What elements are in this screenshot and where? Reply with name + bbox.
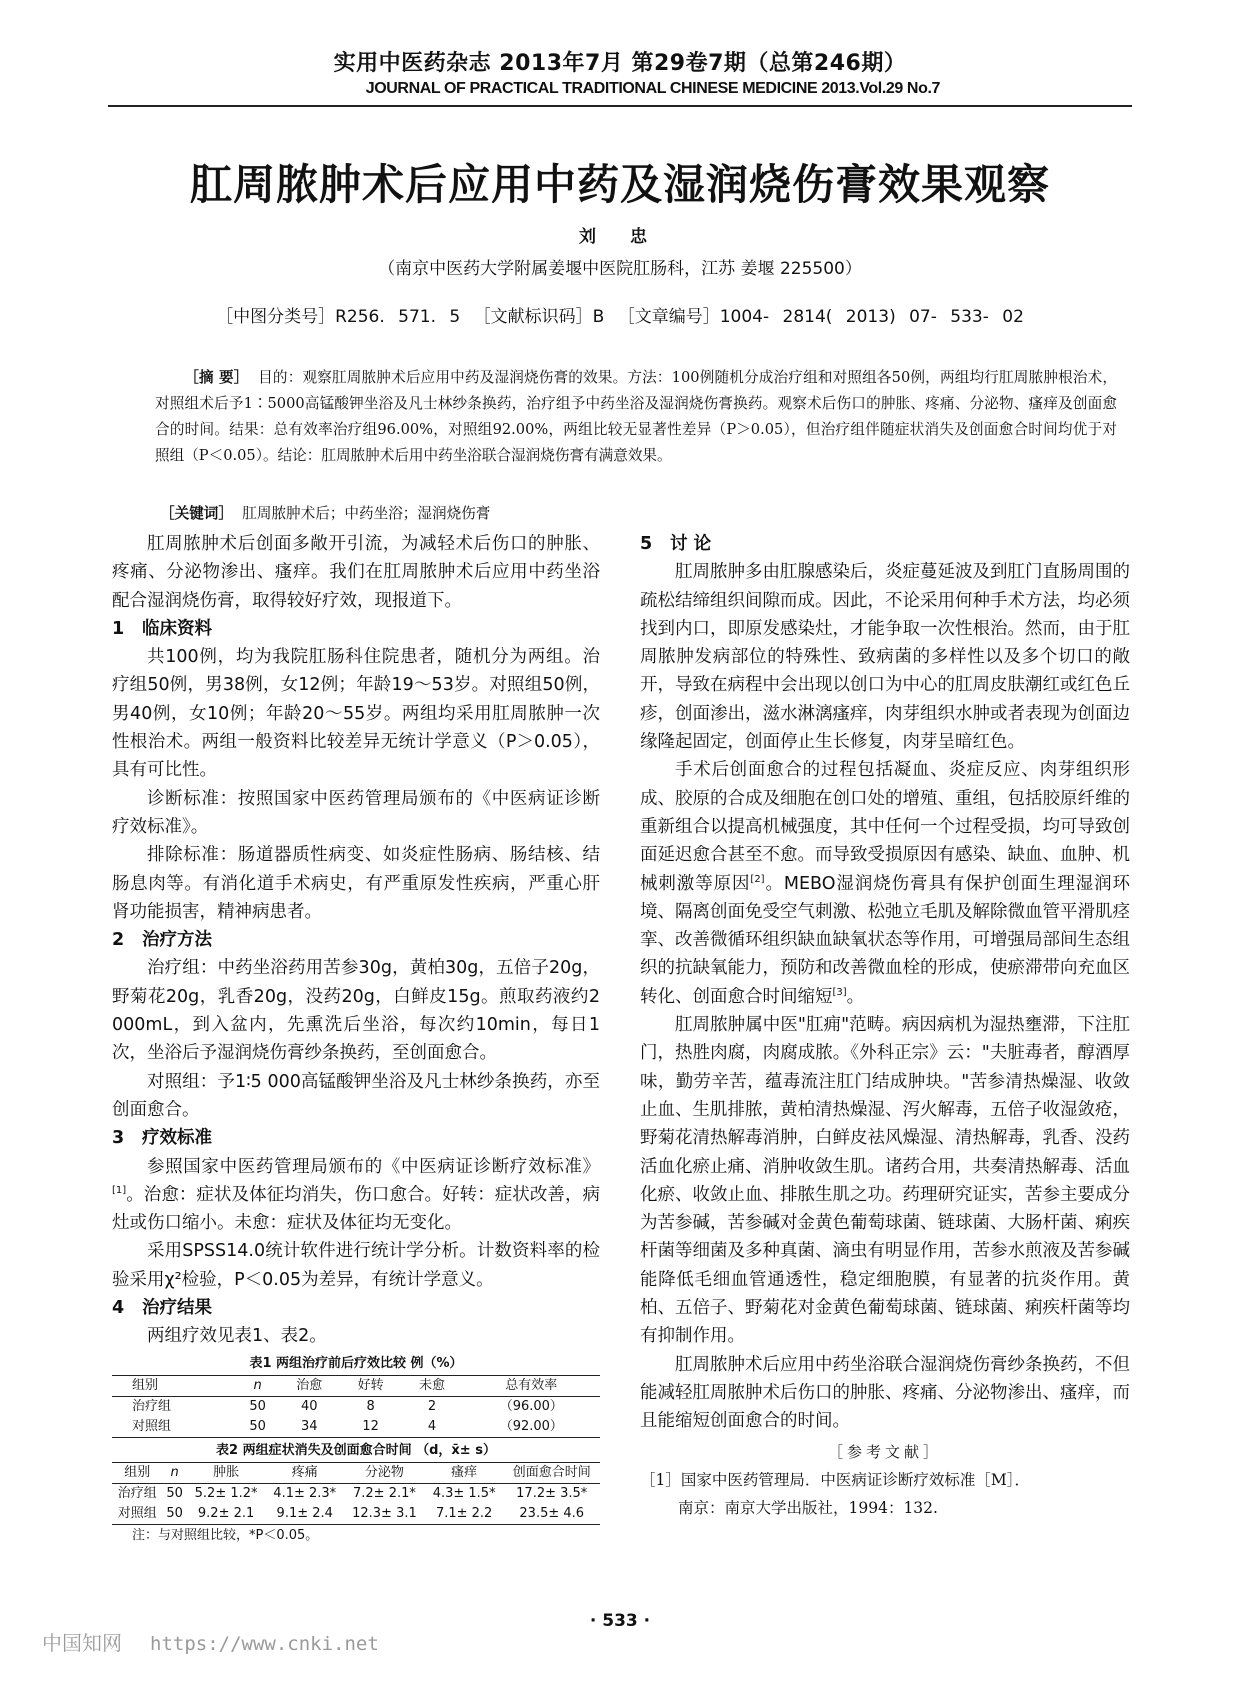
- keywords-label: ［关键词］: [160, 505, 233, 522]
- column-header: 未愈: [401, 1375, 462, 1396]
- journal-header-cn: 实用中医药杂志 2013年7月 第29卷7期（总第246期）: [333, 51, 907, 76]
- table-cell: 34: [279, 1417, 340, 1438]
- section-heading-2: [112, 926, 600, 954]
- table-cell: 治疗组: [132, 1398, 172, 1414]
- table2-note: 注：与对照组比较，*P＜0.05。: [132, 1527, 319, 1543]
- paragraph: 肛周脓肿术后应用中药坐浴联合湿润烧伤膏纱条换药，不但能减轻肛周脓肿术后伤口的肿胀、疼痛、分泌物渗出、瘙痒，而且能缩短创面愈合的时间。: [640, 1354, 1130, 1432]
- reference-line: ［1］国家中医药管理局．中医病证诊断疗效标准［M］．: [640, 1470, 1030, 1489]
- table-row: [112, 1504, 600, 1525]
- citation-ref: [3]: [832, 986, 847, 998]
- table2: [112, 1462, 600, 1525]
- column-header: n: [237, 1375, 279, 1396]
- text-run: 。: [846, 986, 865, 1007]
- column-header: 好转: [340, 1375, 401, 1396]
- table-cell: 12.3± 3.1: [344, 1504, 425, 1525]
- column-header: 分泌物: [344, 1462, 425, 1483]
- reference-line: 南京：南京大学出版社，1994：132.: [678, 1498, 938, 1517]
- section-title: 讨 论: [670, 534, 712, 554]
- header-rule: [108, 105, 1132, 107]
- paragraph: 对照组：予1∶5 000高锰酸钾坐浴及凡士林纱条换药，亦至创面愈合。: [112, 1071, 600, 1120]
- paragraph: [112, 1153, 600, 1238]
- section-title: 疗效标准: [142, 1128, 212, 1149]
- table-header-row: [112, 1375, 600, 1396]
- column-header: 创面愈合时间: [503, 1462, 600, 1483]
- left-column: [112, 530, 600, 1547]
- reference-item: [640, 1466, 1130, 1522]
- section-number: 1: [112, 618, 125, 639]
- paragraph: 采用SPSS14.0统计软件进行统计学分析。计数资料率的检验采用χ²检验，P＜0.05为差异，有统计学意义。: [112, 1241, 600, 1290]
- keywords: [160, 502, 660, 523]
- section-heading-1: [112, 615, 600, 643]
- column-header: 组别: [112, 1375, 237, 1396]
- column-header: 总有效率: [463, 1375, 600, 1396]
- section-number: 3: [112, 1128, 125, 1149]
- paragraph: 诊断标准：按照国家中医药管理局颁布的《中医病证诊断疗效标准》。: [112, 788, 600, 837]
- table-cell: 17.2± 3.5*: [516, 1485, 588, 1501]
- section-title: 治疗方法: [142, 930, 212, 951]
- abstract-text: 目的：观察肛周脓肿术后应用中药及湿润烧伤膏的效果。方法：100例随机分成治疗组和对照组各50例，两组均行肛周脓肿根治术，对照组术后予1∶5000高锰酸钾坐浴及凡士林纱条换药，治疗组予中药坐浴及湿润烧伤膏换药。观察术后伤口的肿胀、疼痛、分泌物、瘙痒及创面愈合的时间。结果：总有效率治疗组96.00%，对照组92.00%，两组比较无显著性差异（P＞0.05），但治疗组伴随症状消失及创面愈合时间均优于对照组（P＜0.05）。结论：肛周脓肿术后用中药坐浴联合湿润烧伤膏有满意效果。: [155, 369, 1117, 464]
- paragraph: [640, 756, 1130, 1011]
- section-title: 治疗结果: [142, 1298, 212, 1319]
- table-cell: 4.3± 1.5*: [432, 1485, 496, 1501]
- column-header: n: [163, 1462, 187, 1483]
- paragraph: 排除标准：肠道器质性病变、如炎症性肠病、肠结核、结肠息肉等。有消化道手术病史，有严重原发性疾病，严重心肝肾功能损害，精神病患者。: [112, 845, 600, 922]
- watermark: [42, 1627, 379, 1656]
- table-cell: 50: [163, 1504, 187, 1525]
- references-heading: ［参考文献］: [827, 1442, 942, 1461]
- abstract-label: ［摘 要］: [184, 369, 249, 386]
- right-column: [640, 530, 1130, 1522]
- column-header: 瘙痒: [425, 1462, 504, 1483]
- table2-title: 表2 两组症状消失及创面愈合时间 （d，x̄± s）: [216, 1442, 496, 1458]
- table-cell: 4: [401, 1417, 462, 1438]
- section-number: 2: [112, 930, 125, 951]
- section-title: 临床资料: [142, 618, 212, 639]
- table-cell: 23.5± 4.6: [503, 1504, 600, 1525]
- article-title: 肛周脓肿术后应用中药及湿润烧伤膏效果观察: [189, 160, 1050, 209]
- intro-paragraph: 肛周脓肿术后创面多敞开引流，为减轻术后伤口的肿胀、疼痛、分泌物渗出、瘙痒。我们在肛周脓肿术后应用中药坐浴配合湿润烧伤膏，取得较好疗效，现报道下。: [112, 534, 600, 611]
- table-row: [112, 1396, 600, 1417]
- table-cell: 40: [301, 1398, 318, 1414]
- text-run: 。MEBO湿润烧伤膏具有保护创面生理湿润环境、隔离创面免受空气刺激、松弛立毛肌及解除微血管平滑肌痉挛、改善微循环组织缺血缺氧状态等作用，可增强局部间生态组织的抗缺氧能力，预防和改善微血栓的形成，使瘀滞带向充血区转化、创面愈合时间缩短: [640, 873, 1130, 1007]
- text-run: 参照国家中医药管理局颁布的《中医病证诊断疗效标准》: [147, 1156, 600, 1177]
- abstract: [155, 365, 1117, 469]
- paragraph: 治疗组：中药坐浴药用苦参30g，黄柏30g，五倍子20g，野菊花20g，乳香20g，没药20g，白鲜皮15g。煎取药液约2 000mL，到入盆内，先熏洗后坐浴，每次约10min，每日1次，坐浴后予湿润烧伤膏纱条换药，至创面愈合。: [112, 958, 600, 1064]
- column-header: 治愈: [279, 1375, 340, 1396]
- table1: [112, 1375, 600, 1438]
- section-number: 4: [112, 1298, 125, 1319]
- table-row: [112, 1417, 600, 1438]
- table-cell: 9.1± 2.4: [265, 1504, 344, 1525]
- classification-line: ［中图分类号］R256. 571. 5 ［文献标识码］B ［文章编号］1004- 2814( 2013) 07- 533- 02: [216, 307, 1024, 327]
- table-cell: 50: [249, 1398, 266, 1414]
- table-cell: 8: [366, 1398, 375, 1414]
- keywords-text: 肛周脓肿术后；中药坐浴；湿润烧伤膏: [242, 505, 491, 522]
- table-header-row: [112, 1462, 600, 1483]
- table-cell: （96.00）: [499, 1398, 563, 1414]
- table-cell: （92.00）: [463, 1417, 600, 1438]
- article-author: 刘 忠: [579, 227, 661, 247]
- page-number: · 533 ·: [589, 1611, 651, 1631]
- citation-ref: [2]: [750, 873, 765, 885]
- table-cell: 9.2± 2.1: [187, 1504, 266, 1525]
- section-heading-3: [112, 1124, 600, 1152]
- section-heading-4: [112, 1294, 600, 1322]
- table-cell: 对照组: [112, 1417, 237, 1438]
- citation-ref: [1]: [112, 1185, 127, 1196]
- section-number: 5: [640, 534, 653, 554]
- author-affiliation: （南京中医药大学附属姜堰中医院肛肠科，江苏 姜堰 225500）: [378, 259, 862, 279]
- column-header: 疼痛: [265, 1462, 344, 1483]
- table-cell: 2: [427, 1398, 437, 1414]
- text-run: 手术后创面愈合的过程包括凝血、炎症反应、肉芽组织形成、胶原的合成及细胞在创口处的增殖、重组，包括胶原纤维的重新组合以提高机械强度，其中任何一个过程受损，均可导致创面延迟愈合甚至不愈。而导致受损原因有感染、缺血、血肿、机械刺激等原因: [640, 760, 1130, 894]
- table-cell: 5.2± 1.2*: [194, 1485, 258, 1501]
- table-cell: 4.1± 2.3*: [273, 1485, 337, 1501]
- table-cell: 12: [340, 1417, 401, 1438]
- paragraph: 肛周脓肿多由肛腺感染后，炎症蔓延波及到肛门直肠周围的疏松结缔组织间隙而成。因此，不论采用何种手术方法，均必须找到内口，即原发感染灶，才能争取一次性根治。然而，由于肛周脓肿发病部位的特殊性、致病菌的多样性以及多个切口的敞开，导致在病程中会出现以创口为中心的肛周皮肤潮红或红色丘疹，创面渗出，滋水淋漓瘙痒，肉芽组织水肿或者表现为创面边缘隆起固定，创面停止生长修复，肉芽呈暗红色。: [640, 562, 1130, 753]
- column-header: 组别: [112, 1462, 163, 1483]
- table-cell: 治疗组: [117, 1485, 157, 1501]
- watermark-url: https://www.cnki.net: [150, 1633, 379, 1655]
- table-row: [112, 1483, 600, 1504]
- table-cell: 7.2± 2.1*: [353, 1485, 416, 1501]
- table-cell: 对照组: [112, 1504, 163, 1525]
- text-run: 。治愈：症状及体征均消失，伤口愈合。好转：症状改善，病灶或伤口缩小。未愈：症状及体征均无变化。: [112, 1184, 600, 1234]
- paragraph: 肛周脓肿属中医"肛痈"范畴。病因病机为湿热壅滞，下注肛门，热胜肉腐，肉腐成脓。《外科正宗》云："夫脏毒者，醇酒厚味，勤劳辛苦，蕴毒流注肛门结成肿块。"苦参清热燥湿、收敛止血、生肌排脓，黄柏清热燥湿、泻火解毒，五倍子收湿敛疮，野菊花清热解毒消肿，白鲜皮祛风燥湿、清热解毒，乳香、没药活血化瘀止痛、消肿收敛生肌。诸药合用，共奏清热解毒、活血化瘀、收敛止血、排脓生肌之功。药理研究证实，苦参主要成分为苦参碱，苦参碱对金黄色葡萄球菌、链球菌、大肠杆菌、痢疾杆菌等细菌及多种真菌、滴虫有明显作用，苦参水煎液及苦参碱能降低毛细血管通透性，稳定细胞膜，有显著的抗炎作用。黄柏、五倍子、野菊花对金黄色葡萄球菌、链球菌、痢疾杆菌等均有抑制作用。: [640, 1015, 1130, 1347]
- section-heading-5: [640, 530, 1130, 558]
- table1-title: 表1 两组治疗前后疗效比较 例（%）: [249, 1355, 463, 1371]
- journal-header-en: JOURNAL OF PRACTICAL TRADITIONAL CHINESE MEDICINE 2013.Vol.29 No.7: [365, 80, 940, 97]
- table-cell: 50: [237, 1417, 279, 1438]
- table-cell: 7.1± 2.2: [425, 1504, 504, 1525]
- column-header: 肿胀: [187, 1462, 266, 1483]
- table-cell: 50: [166, 1485, 183, 1501]
- watermark-site: 中国知网: [42, 1631, 122, 1655]
- paragraph: 共100例，均为我院肛肠科住院患者，随机分为两组。治疗组50例，男38例，女12例；年龄19～53岁。对照组50例，男40例，女10例；年龄20～55岁。两组均采用肛周脓肿一次性根治术。两组一般资料比较差异无统计学意义（P＞0.05），具有可比性。: [112, 647, 600, 781]
- paragraph: 两组疗效见表1、表2。: [147, 1326, 327, 1347]
